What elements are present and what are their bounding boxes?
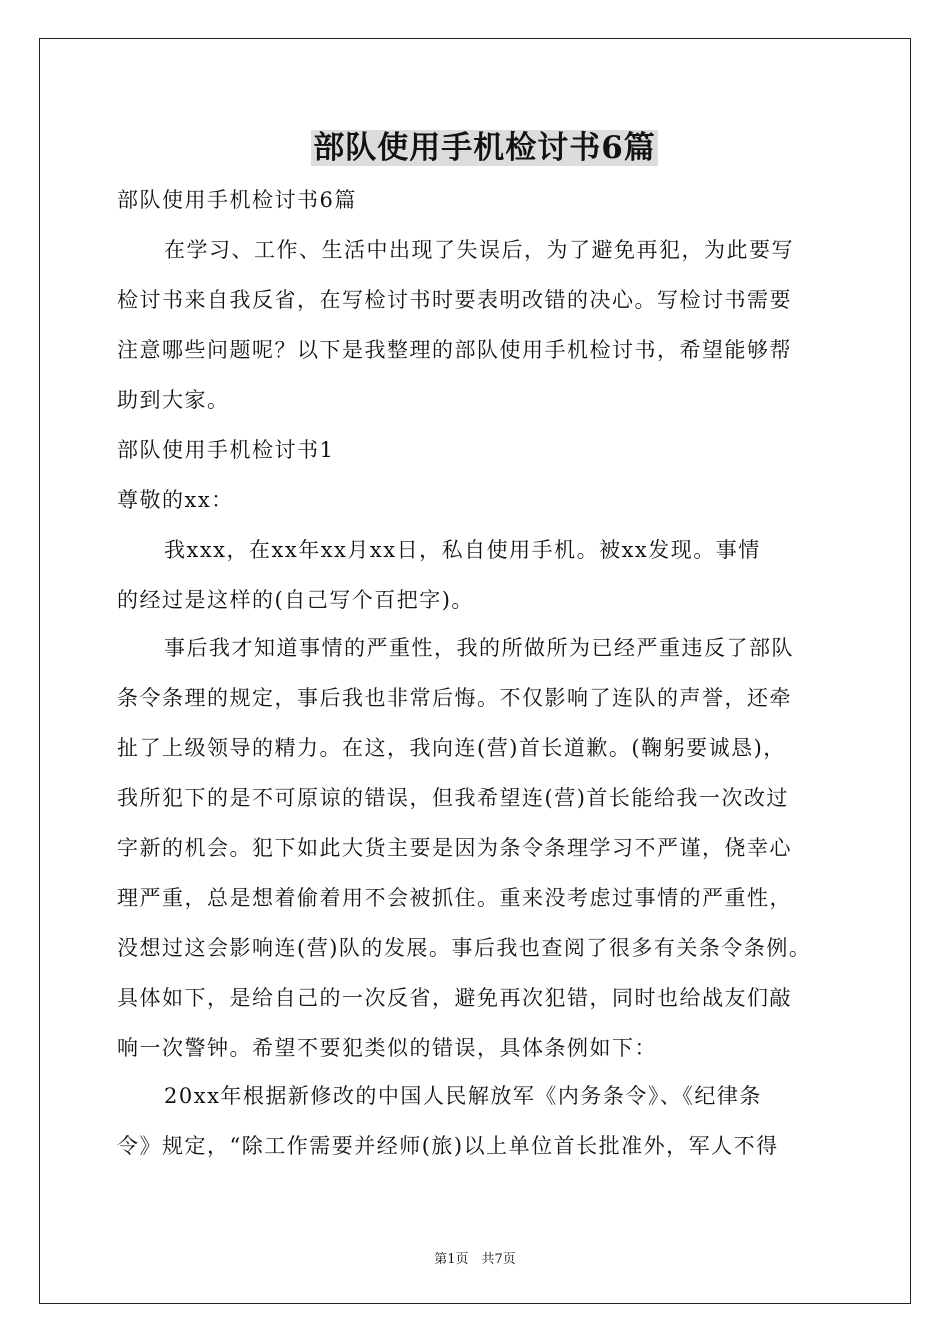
- paragraph-line: 注意哪些问题呢？以下是我整理的部队使用手机检讨书，希望能够帮: [117, 338, 792, 362]
- salutation: 尊敬的xx：: [117, 488, 234, 512]
- paragraph-line: 检讨书来自我反省，在写检讨书时要表明改错的决心。写检讨书需要: [117, 288, 792, 312]
- paragraph-line: 在学习、工作、生活中出现了失误后，为了避免再犯，为此要写: [164, 238, 794, 262]
- section-heading: 部队使用手机检讨书1: [117, 438, 335, 462]
- paragraph-line: 助到大家。: [117, 388, 230, 412]
- paragraph-line: 字新的机会。犯下如此大货主要是因为条令条理学习不严谨，侥幸心: [117, 836, 792, 860]
- paragraph-line: 响一次警钟。希望不要犯类似的错误，具体条例如下：: [117, 1036, 657, 1060]
- subtitle-line: 部队使用手机检讨书6篇: [117, 188, 357, 212]
- paragraph-line: 扯了上级领导的精力。在这，我向连(营)首长道歉。(鞠躬要诚恳)，: [117, 736, 786, 760]
- paragraph-line: 条令条理的规定，事后我也非常后悔。不仅影响了连队的声誉，还牵: [117, 686, 792, 710]
- page-number: 第1页 共7页: [434, 1252, 516, 1267]
- paragraph-line: 的经过是这样的(自己写个百把字)。: [117, 588, 474, 612]
- paragraph-line: 20xx年根据新修改的中国人民解放军《内务条令》、《纪律条: [164, 1084, 762, 1108]
- paragraph-line: 令》规定，“除工作需要并经师(旅)以上单位首长批准外，军人不得: [117, 1134, 779, 1158]
- paragraph-line: 我xxx，在xx年xx月xx日，私自使用手机。被xx发现。事情: [164, 538, 761, 562]
- paragraph-line: 事后我才知道事情的严重性，我的所做所为已经严重违反了部队: [164, 636, 794, 660]
- page-border: [39, 38, 911, 1304]
- paragraph-line: 我所犯下的是不可原谅的错误，但我希望连(营)首长能给我一次改过: [117, 786, 789, 810]
- document-title: 部队使用手机检讨书6篇: [313, 130, 656, 166]
- paragraph-line: 具体如下，是给自己的一次反省，避免再次犯错，同时也给战友们敲: [117, 986, 792, 1010]
- paragraph-line: 理严重，总是想着偷着用不会被抓住。重来没考虑过事情的严重性，: [117, 886, 792, 910]
- paragraph-line: 没想过这会影响连(营)队的发展。事后我也查阅了很多有关条令条例。: [117, 936, 812, 960]
